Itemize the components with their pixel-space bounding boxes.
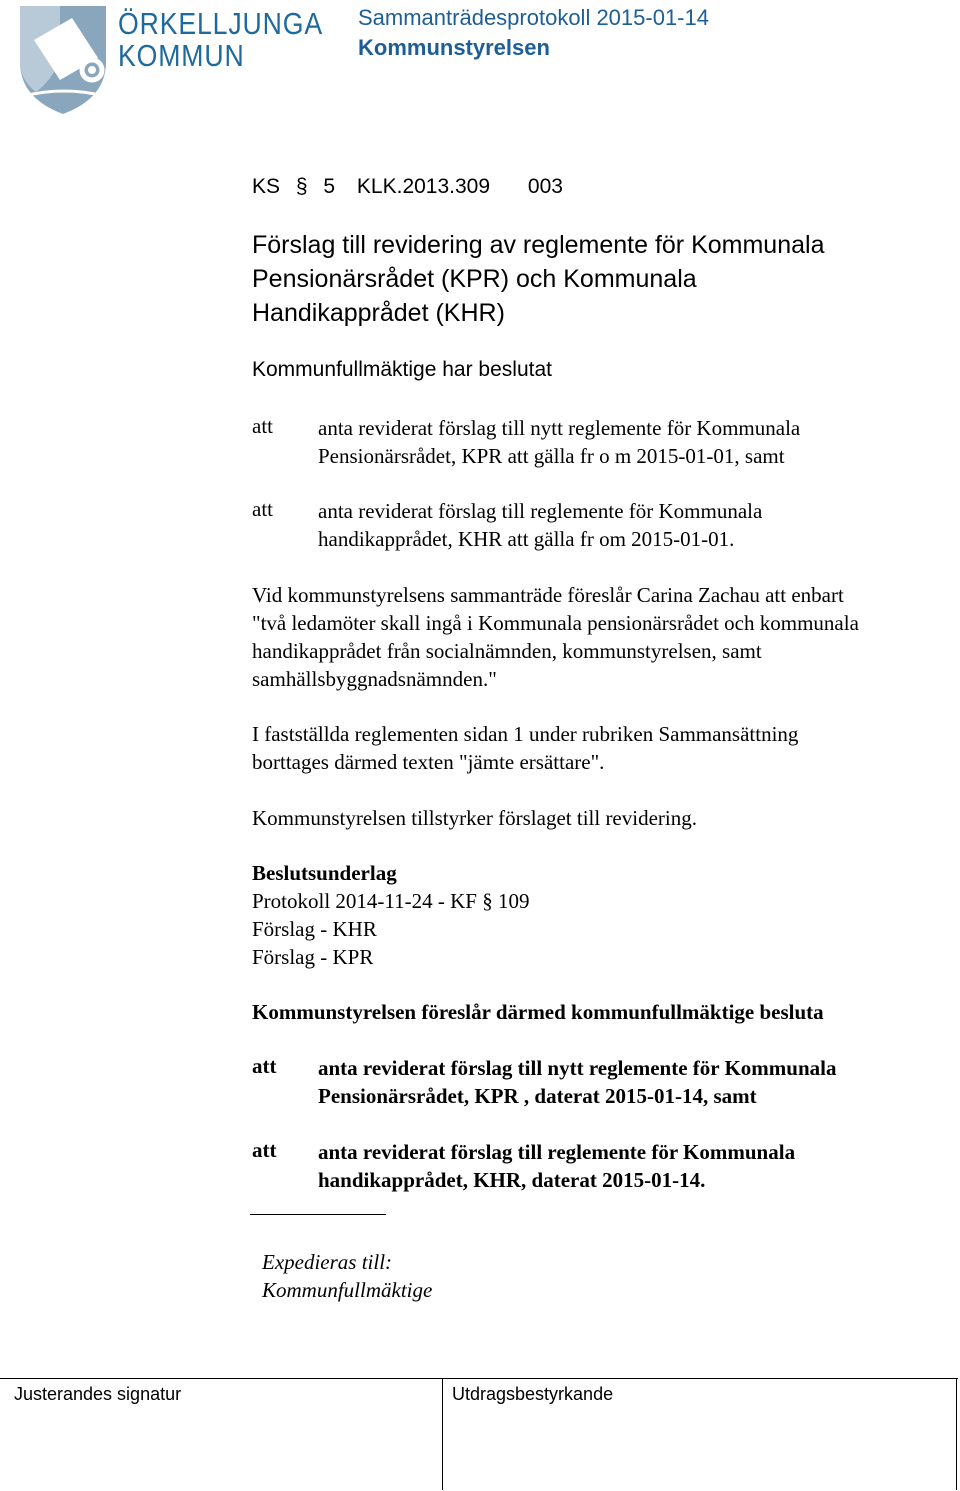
paragraph-line: I fastställda reglementen sidan 1 under rubriken Sammansättning — [252, 722, 799, 746]
previous-decision-heading: Kommunfullmäktige har beslutat — [252, 358, 552, 381]
proposal-item-1-line-2: Pensionärsrådet, KPR , daterat 2015-01-14, samt — [318, 1084, 757, 1108]
paragraph-endorsement: Kommunstyrelsen tillstyrker förslaget till revidering. — [252, 806, 697, 830]
proposal-item-2-line-2: handikapprådet, KHR, daterat 2015-01-14. — [318, 1168, 706, 1192]
document-title — [252, 228, 824, 330]
protocol-title: Sammanträdesprotokoll 2015-01-14 — [358, 5, 709, 30]
distribution-heading: Expedieras till: — [262, 1250, 393, 1274]
att-marker: att — [252, 1138, 277, 1162]
basis-item: Protokoll 2014-11-24 - KF § 109 — [252, 889, 530, 913]
proposal-item-2-line-1: anta reviderat förslag till reglemente för Kommunala — [318, 1140, 796, 1164]
proposal-item-2 — [318, 1138, 795, 1194]
footer-right-border — [956, 1378, 957, 1490]
reference-line — [252, 175, 563, 199]
signature-field-label: Justerandes signatur — [14, 1384, 182, 1404]
basis-list — [252, 887, 952, 971]
distribution — [262, 1248, 432, 1304]
diary-number: 003 — [527, 175, 563, 198]
proposal-item-1-line-1: anta reviderat förslag till nytt reglemente för Kommunala — [318, 1056, 837, 1080]
basis-item: Förslag - KPR — [252, 945, 374, 969]
att-marker: att — [252, 414, 273, 438]
footer-divider — [442, 1378, 443, 1490]
section-number: 5 — [323, 175, 336, 198]
att-marker: att — [252, 1054, 277, 1078]
basis-heading: Beslutsunderlag — [252, 861, 397, 885]
separator-rule — [250, 1214, 386, 1215]
coat-of-arms-logo — [14, 0, 114, 118]
ks-label: KS — [252, 175, 281, 198]
decision-item-2-line-2: handikapprådet, KHR att gälla fr om 2015-01-01. — [318, 527, 735, 551]
title-line-2: Pensionärsrådet (KPR) och Kommunala — [252, 265, 697, 293]
municipality-name-line1: ÖRKELLJUNGA — [118, 6, 324, 41]
certification-field-label: Utdragsbestyrkande — [452, 1384, 614, 1404]
decision-item-1-line-1: anta reviderat förslag till nytt reglemente för Kommunala — [318, 416, 801, 440]
paragraph-line: "två ledamöter skall ingå i Kommunala pensionärsrådet och kommunala — [252, 611, 859, 635]
decision-item-2-line-1: anta reviderat förslag till reglemente för Kommunala — [318, 499, 763, 523]
paragraph-line: borttages därmed texten "jämte ersättare". — [252, 750, 605, 774]
proposal-item-1 — [318, 1054, 837, 1110]
att-marker: att — [252, 497, 273, 521]
distribution-recipient: Kommunfullmäktige — [262, 1278, 433, 1302]
proposal-heading: Kommunstyrelsen föreslår därmed kommunfullmäktige besluta — [252, 1000, 824, 1024]
paragraph-meeting-proposal — [252, 581, 952, 693]
title-line-3: Handikapprådet (KHR) — [252, 299, 505, 327]
committee-name: Kommunstyrelsen — [358, 35, 550, 60]
section-sign: § — [295, 175, 308, 198]
title-line-1: Förslag till revidering av reglemente för Kommunala — [252, 231, 825, 259]
basis-item: Förslag - KHR — [252, 917, 377, 941]
paragraph-line: Vid kommunstyrelsens sammanträde föreslår Carina Zachau att enbart — [252, 583, 844, 607]
decision-item-1-line-2: Pensionärsrådet, KPR att gälla fr o m 2015-01-01, samt — [318, 444, 785, 468]
decision-item-2 — [318, 497, 762, 553]
municipality-name-line2: KOMMUN — [118, 38, 245, 73]
paragraph-line: handikapprådet från socialnämnden, kommunstyrelsen, samt — [252, 639, 762, 663]
paragraph-line: samhällsbyggnadsnämnden." — [252, 667, 497, 691]
paragraph-regulation-change — [252, 720, 952, 776]
case-number: KLK.2013.309 — [356, 175, 491, 198]
decision-item-1 — [318, 414, 800, 470]
